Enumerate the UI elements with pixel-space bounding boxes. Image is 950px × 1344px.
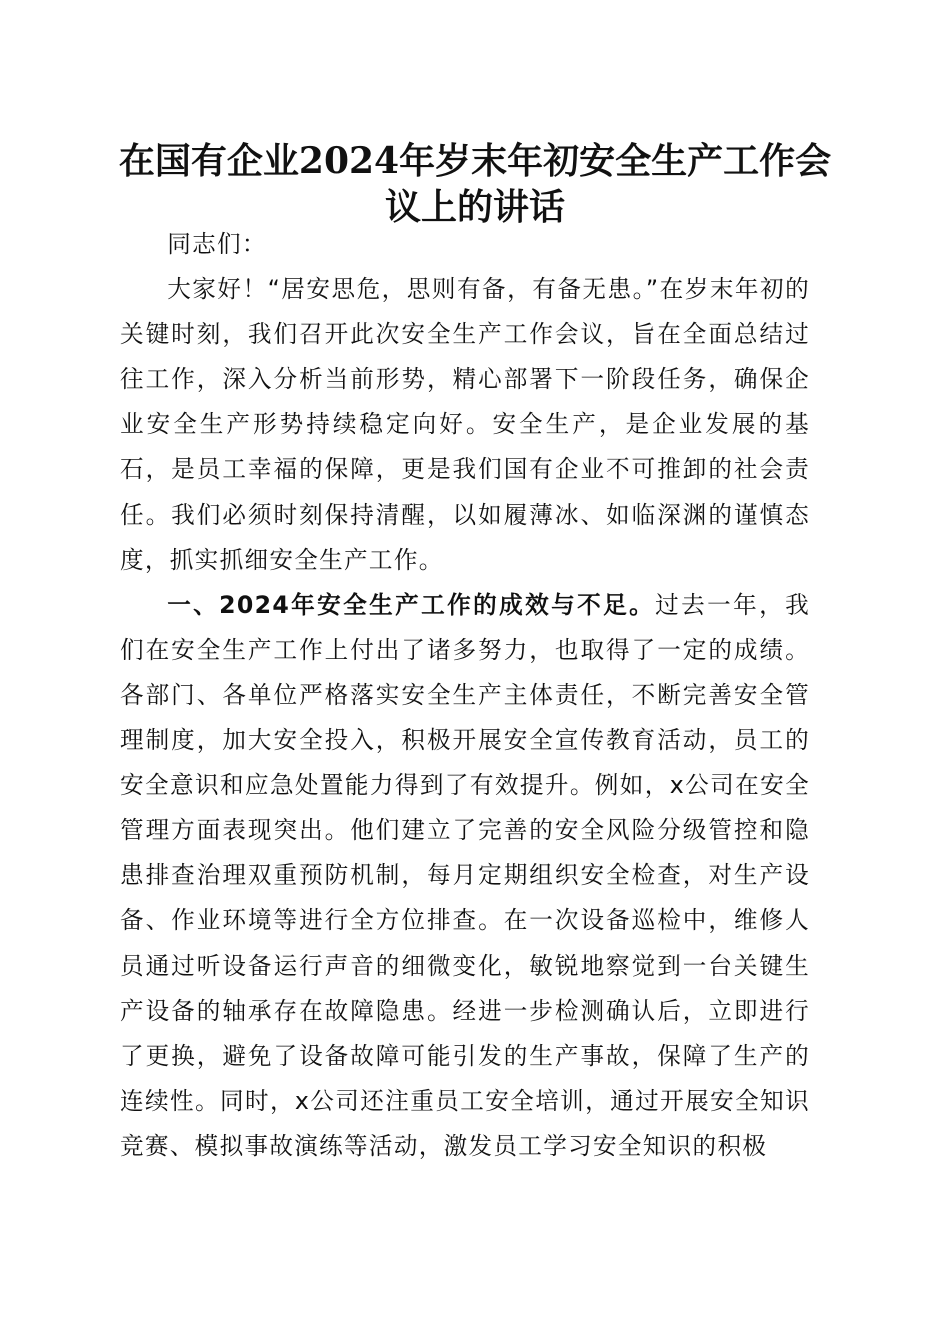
paragraph-opening: 大家好！“居安思危，思则有备，有备无患。”在岁末年初的关键时刻，我们召开此次安全生产工作会议，旨在全面总结过往工作，深入分析当前形势，精心部署下一阶段任务，确保企业安全生产形势持续稳定向好。安全生产，是企业发展的基石，是员工幸福的保障，更是我们国有企业不可推卸的社会责任。我们必须时刻保持清醒，以如履薄冰、如临深渊的谨慎态度，抓实抓细安全生产工作。 <box>120 275 810 574</box>
paragraph-section-1 <box>120 583 810 1169</box>
document-body <box>120 222 810 1169</box>
section-heading-1: 一、2024年安全生产工作的成效与不足。 <box>167 590 656 619</box>
salutation: 同志们： <box>167 230 267 258</box>
section-text-1: 过去一年，我们在安全生产工作上付出了诸多努力，也取得了一定的成绩。各部门、各单位严格落实安全生产主体责任，不断完善安全管理制度，加大安全投入，积极开展安全宣传教育活动，员工的安全意识和应急处置能力得到了有效提升。例如，x公司在安全管理方面表现突出。他们建立了完善的安全风险分级管控和隐患排查治理双重预防机制，每月定期组织安全检查，对生产设备、作业环境等进行全方位排查。在一次设备巡检中，维修人员通过听设备运行声音的细微变化，敏锐地察觉到一台关键生产设备的轴承存在故障隐患。经进一步检测确认后，立即进行了更换，避免了设备故障可能引发的生产事故，保障了生产的连续性。同时，x公司还注重员工安全培训，通过开展安全知识竞赛、模拟事故演练等活动，激发员工学习安全知识的积极 <box>120 590 810 1160</box>
document-title: 在国有企业2024年岁末年初安全生产工作会议上的讲话 <box>118 140 832 228</box>
